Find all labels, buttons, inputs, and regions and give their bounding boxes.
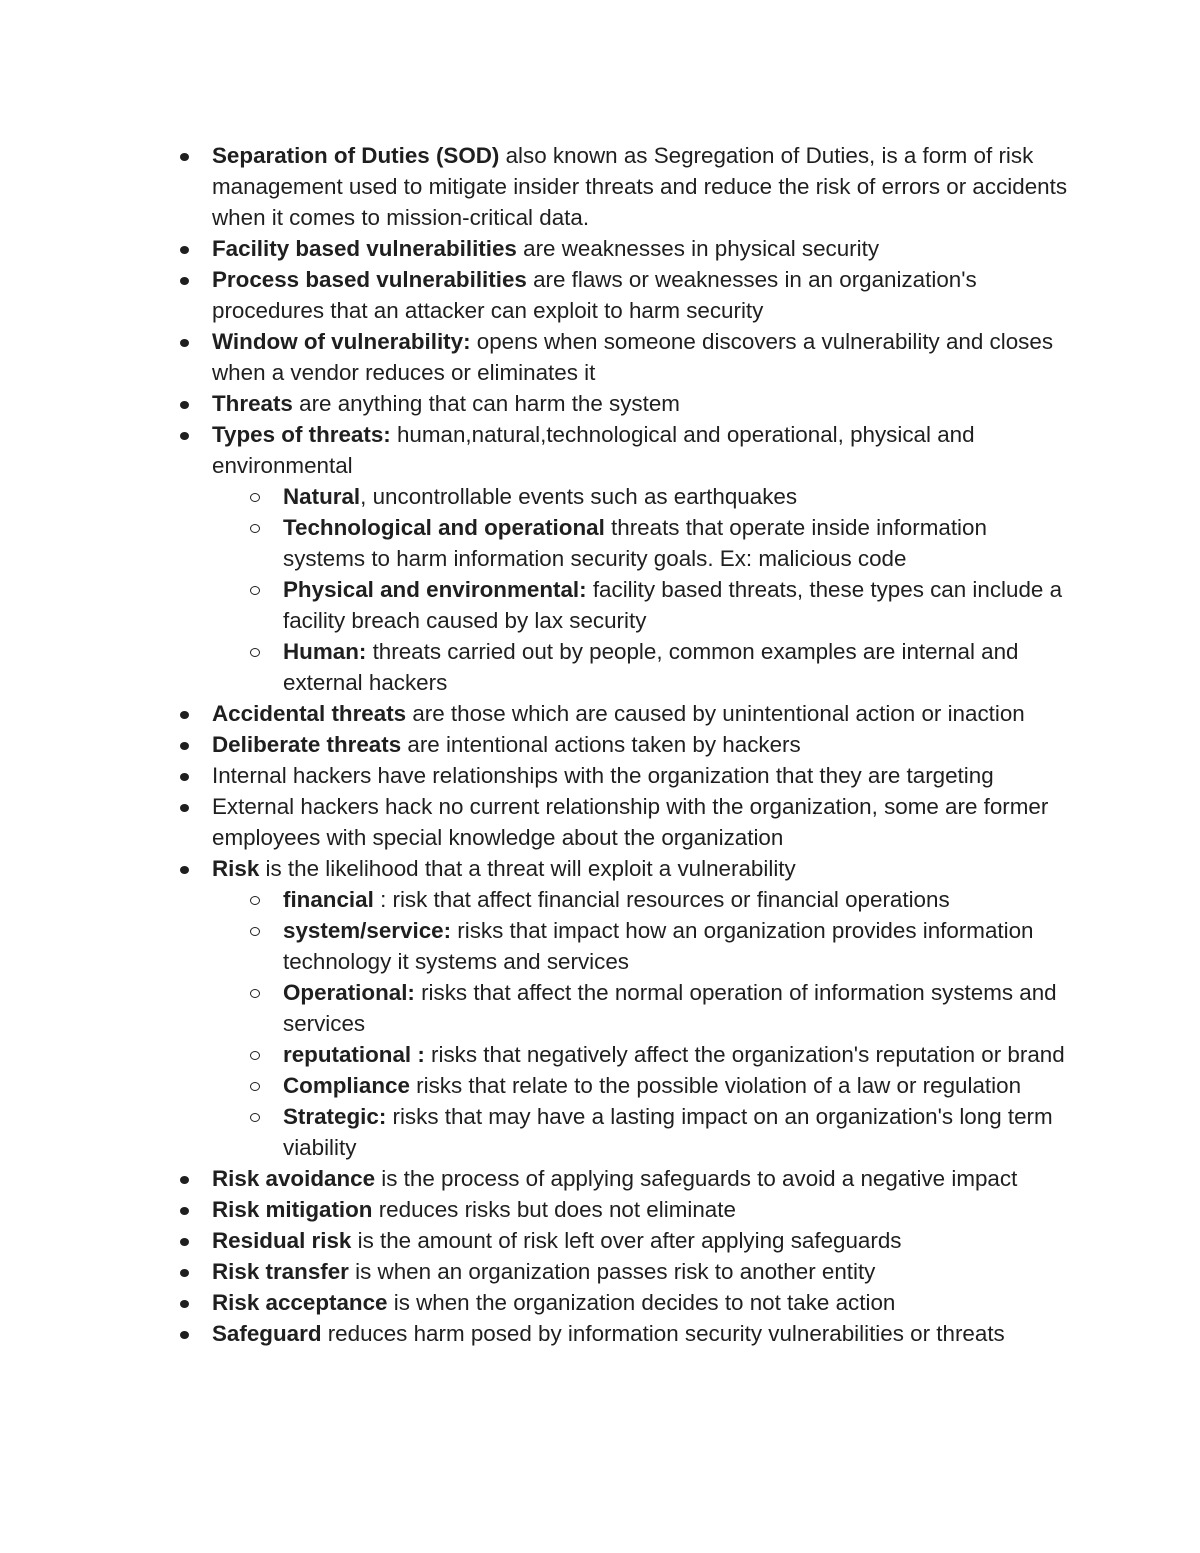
definition: risks that affect the normal operation of information systems and services bbox=[283, 980, 1057, 1036]
term: Process based vulnerabilities bbox=[212, 267, 527, 292]
term: Safeguard bbox=[212, 1321, 322, 1346]
term: Residual risk bbox=[212, 1228, 352, 1253]
definition: are intentional actions taken by hackers bbox=[401, 732, 801, 757]
definition: is when the organization decides to not take action bbox=[387, 1290, 896, 1315]
term: Risk mitigation bbox=[212, 1197, 373, 1222]
definition: reduces harm posed by information security vulnerabilities or threats bbox=[321, 1321, 1005, 1346]
term: Natural bbox=[283, 484, 361, 509]
list-item bbox=[212, 791, 1072, 853]
term: reputational : bbox=[283, 1042, 425, 1067]
term: financial bbox=[283, 887, 374, 912]
sub-list-item bbox=[283, 512, 1072, 574]
list-item bbox=[212, 698, 1072, 729]
sub-list-item bbox=[283, 481, 1072, 512]
term: Physical and environmental: bbox=[283, 577, 587, 602]
list-item bbox=[212, 729, 1072, 760]
term: Technological and operational bbox=[283, 515, 605, 540]
list-item bbox=[212, 1163, 1072, 1194]
sub-list-threat-types bbox=[212, 481, 1072, 698]
term: Human: bbox=[283, 639, 367, 664]
definition: risks that may have a lasting impact on an organization's long term viability bbox=[283, 1104, 1053, 1160]
term: Window of vulnerability: bbox=[212, 329, 471, 354]
definition: is when an organization passes risk to another entity bbox=[348, 1259, 876, 1284]
sub-list-item bbox=[283, 915, 1072, 977]
list-item bbox=[212, 1287, 1072, 1318]
term: Types of threats: bbox=[212, 422, 391, 447]
sub-list-item bbox=[283, 1039, 1072, 1070]
definition: is the process of applying safeguards to avoid a negative impact bbox=[375, 1166, 1018, 1191]
definition: Internal hackers have relationships with the organization that they are targeting bbox=[212, 763, 994, 788]
definition: risks that negatively affect the organization's reputation or brand bbox=[424, 1042, 1065, 1067]
definition: reduces risks but does not eliminate bbox=[372, 1197, 736, 1222]
term: Compliance bbox=[283, 1073, 410, 1098]
definition: are anything that can harm the system bbox=[292, 391, 680, 416]
definition: is the amount of risk left over after applying safeguards bbox=[351, 1228, 902, 1253]
sub-list-item bbox=[283, 636, 1072, 698]
sub-list-item bbox=[283, 1070, 1072, 1101]
definition: are those which are caused by unintentional action or inaction bbox=[406, 701, 1025, 726]
term: system/service: bbox=[283, 918, 452, 943]
sub-list-item bbox=[283, 1101, 1072, 1163]
definition: also known as Segregation of Duties, is a form of risk management used to mitigate insider threats and reduce the risk of errors or accidents when it comes to mission-critical data. bbox=[212, 143, 1068, 230]
list-item bbox=[212, 419, 1072, 698]
term: Risk avoidance bbox=[212, 1166, 376, 1191]
definition: threats carried out by people, common examples are internal and external hackers bbox=[283, 639, 1019, 695]
list-item bbox=[212, 326, 1072, 388]
sub-list-item bbox=[283, 884, 1072, 915]
list-item bbox=[212, 388, 1072, 419]
bullet-list bbox=[0, 140, 1072, 1349]
document-page bbox=[0, 140, 1200, 1349]
list-item bbox=[212, 1256, 1072, 1287]
list-item bbox=[212, 1194, 1072, 1225]
definition: are flaws or weaknesses in an organization's procedures that an attacker can exploit to harm security bbox=[212, 267, 977, 323]
list-item bbox=[212, 1318, 1072, 1349]
definition: : risk that affect financial resources or financial operations bbox=[373, 887, 950, 912]
definition: risks that relate to the possible violation of a law or regulation bbox=[409, 1073, 1022, 1098]
term: Accidental threats bbox=[212, 701, 407, 726]
definition: facility based threats, these types can include a facility breach caused by lax security bbox=[283, 577, 1063, 633]
list-item bbox=[212, 853, 1072, 1163]
definition: , uncontrollable events such as earthquakes bbox=[360, 484, 798, 509]
definition: External hackers hack no current relationship with the organization, some are former employees with special knowledge about the organization bbox=[212, 794, 1049, 850]
definition: is the likelihood that a threat will exploit a vulnerability bbox=[259, 856, 796, 881]
sub-list-item bbox=[283, 977, 1072, 1039]
term: Operational: bbox=[283, 980, 415, 1005]
list-item bbox=[212, 140, 1072, 233]
term: Threats bbox=[212, 391, 293, 416]
sub-list-item bbox=[283, 574, 1072, 636]
list-item bbox=[212, 233, 1072, 264]
term: Deliberate threats bbox=[212, 732, 402, 757]
term: Facility based vulnerabilities bbox=[212, 236, 517, 261]
term: Strategic: bbox=[283, 1104, 387, 1129]
term: Separation of Duties (SOD) bbox=[212, 143, 500, 168]
definition: opens when someone discovers a vulnerability and closes when a vendor reduces or eliminates it bbox=[212, 329, 1054, 385]
definition: threats that operate inside information systems to harm information security goals. Ex: malicious code bbox=[283, 515, 987, 571]
term: Risk transfer bbox=[212, 1259, 349, 1284]
definition: are weaknesses in physical security bbox=[516, 236, 880, 261]
sub-list-risk-types bbox=[212, 884, 1072, 1163]
term: Risk acceptance bbox=[212, 1290, 388, 1315]
list-item bbox=[212, 1225, 1072, 1256]
definition: risks that impact how an organization provides information technology it systems and services bbox=[283, 918, 1034, 974]
definition: human,natural,technological and operational, physical and environmental bbox=[212, 422, 975, 478]
term: Risk bbox=[212, 856, 260, 881]
list-item bbox=[212, 264, 1072, 326]
list-item bbox=[212, 760, 1072, 791]
